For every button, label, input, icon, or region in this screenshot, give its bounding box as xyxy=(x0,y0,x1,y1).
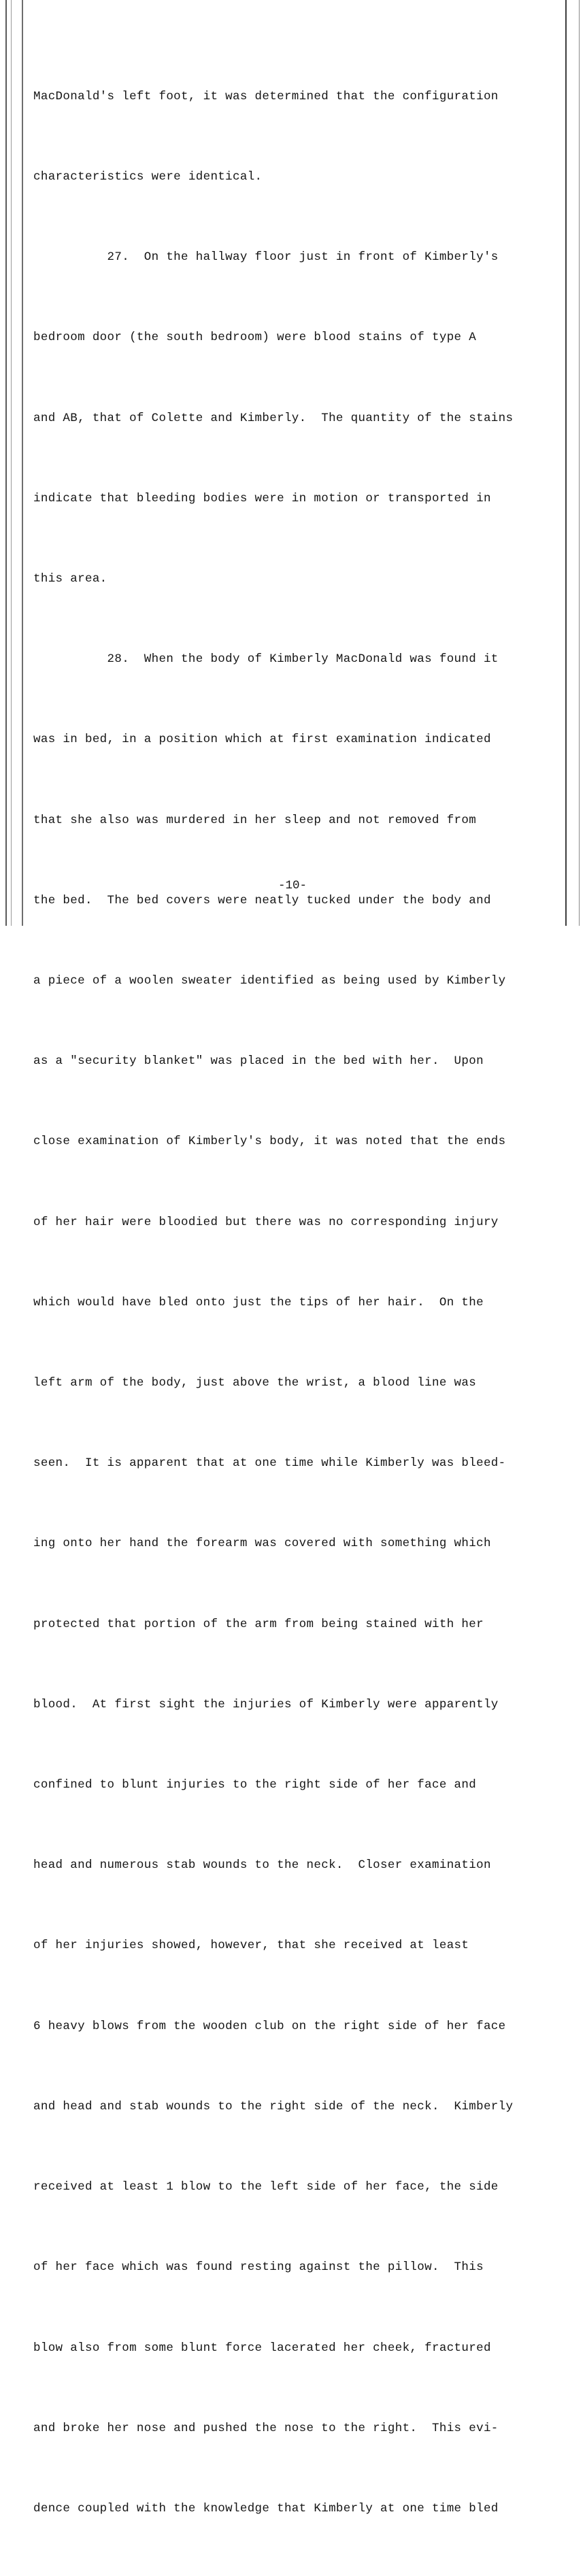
text-line: blood. At first sight the injuries of Kimberly were apparently xyxy=(33,1697,499,1711)
text-line: characteristics were identical. xyxy=(33,170,263,184)
text-line: was in bed, in a position which at first examination indicated xyxy=(33,733,491,747)
text-line: protected that portion of the arm from being stained with her xyxy=(33,1617,484,1631)
text-line: close examination of Kimberly's body, it was noted that the ends xyxy=(33,1135,506,1149)
text-line: 6 heavy blows from the wooden club on the right side of her face xyxy=(33,2019,506,2033)
text-line: of her hair were bloodied but there was no corresponding injury xyxy=(33,1215,499,1229)
text-line: and head and stab wounds to the right side of the neck. Kimberly xyxy=(33,2099,514,2113)
paragraph-27-start: 27. On the hallway floor just in front of Kimberly's xyxy=(33,250,499,265)
text-line: ing onto her hand the forearm was covered with something which xyxy=(33,1537,491,1551)
body-text xyxy=(33,30,578,2576)
text-line: and broke her nose and pushed the nose to the right. This evi- xyxy=(33,2421,499,2435)
text-line: MacDonald's left foot, it was determined that the configuration xyxy=(33,89,499,103)
paragraph-28-start: 28. When the body of Kimberly MacDonald was found it xyxy=(33,652,499,667)
text-line: received at least 1 blow to the left side of her face, the side xyxy=(33,2180,499,2194)
text-line: bedroom door (the south bedroom) were blood stains of type A xyxy=(33,331,477,345)
left-binding-edge xyxy=(5,0,23,926)
text-line: and AB, that of Colette and Kimberly. The quantity of the stains xyxy=(33,411,514,425)
text-line: dence coupled with the knowledge that Kimberly at one time bled xyxy=(33,2501,499,2515)
text-line: confined to blunt injuries to the right side of her face and xyxy=(33,1778,477,1792)
page-number: -10- xyxy=(278,879,307,892)
text-line: blow also from some blunt force lacerated her cheek, fractured xyxy=(33,2341,491,2355)
text-line: head and numerous stab wounds to the neck. Closer examination xyxy=(33,1858,491,1873)
text-line: the bed. The bed covers were neatly tucked under the body and xyxy=(33,893,491,907)
text-line: that she also was murdered in her sleep and not removed from xyxy=(33,813,477,827)
text-line: of her face which was found resting against the pillow. This xyxy=(33,2260,484,2275)
text-line: seen. It is apparent that at one time while Kimberly was bleed- xyxy=(33,1456,506,1471)
text-line: of her injuries showed, however, that she received at least xyxy=(33,1939,469,1953)
text-line: left arm of the body, just above the wrist, a blood line was xyxy=(33,1376,477,1390)
text-line: a piece of a woolen sweater identified as being used by Kimberly xyxy=(33,974,506,988)
text-line: which would have bled onto just the tips of her hair. On the xyxy=(33,1295,484,1309)
text-line: this area. xyxy=(33,572,107,586)
text-line: indicate that bleeding bodies were in motion or transported in xyxy=(33,491,491,505)
text-line: as a "security blanket" was placed in the bed with her. Upon xyxy=(33,1054,484,1069)
